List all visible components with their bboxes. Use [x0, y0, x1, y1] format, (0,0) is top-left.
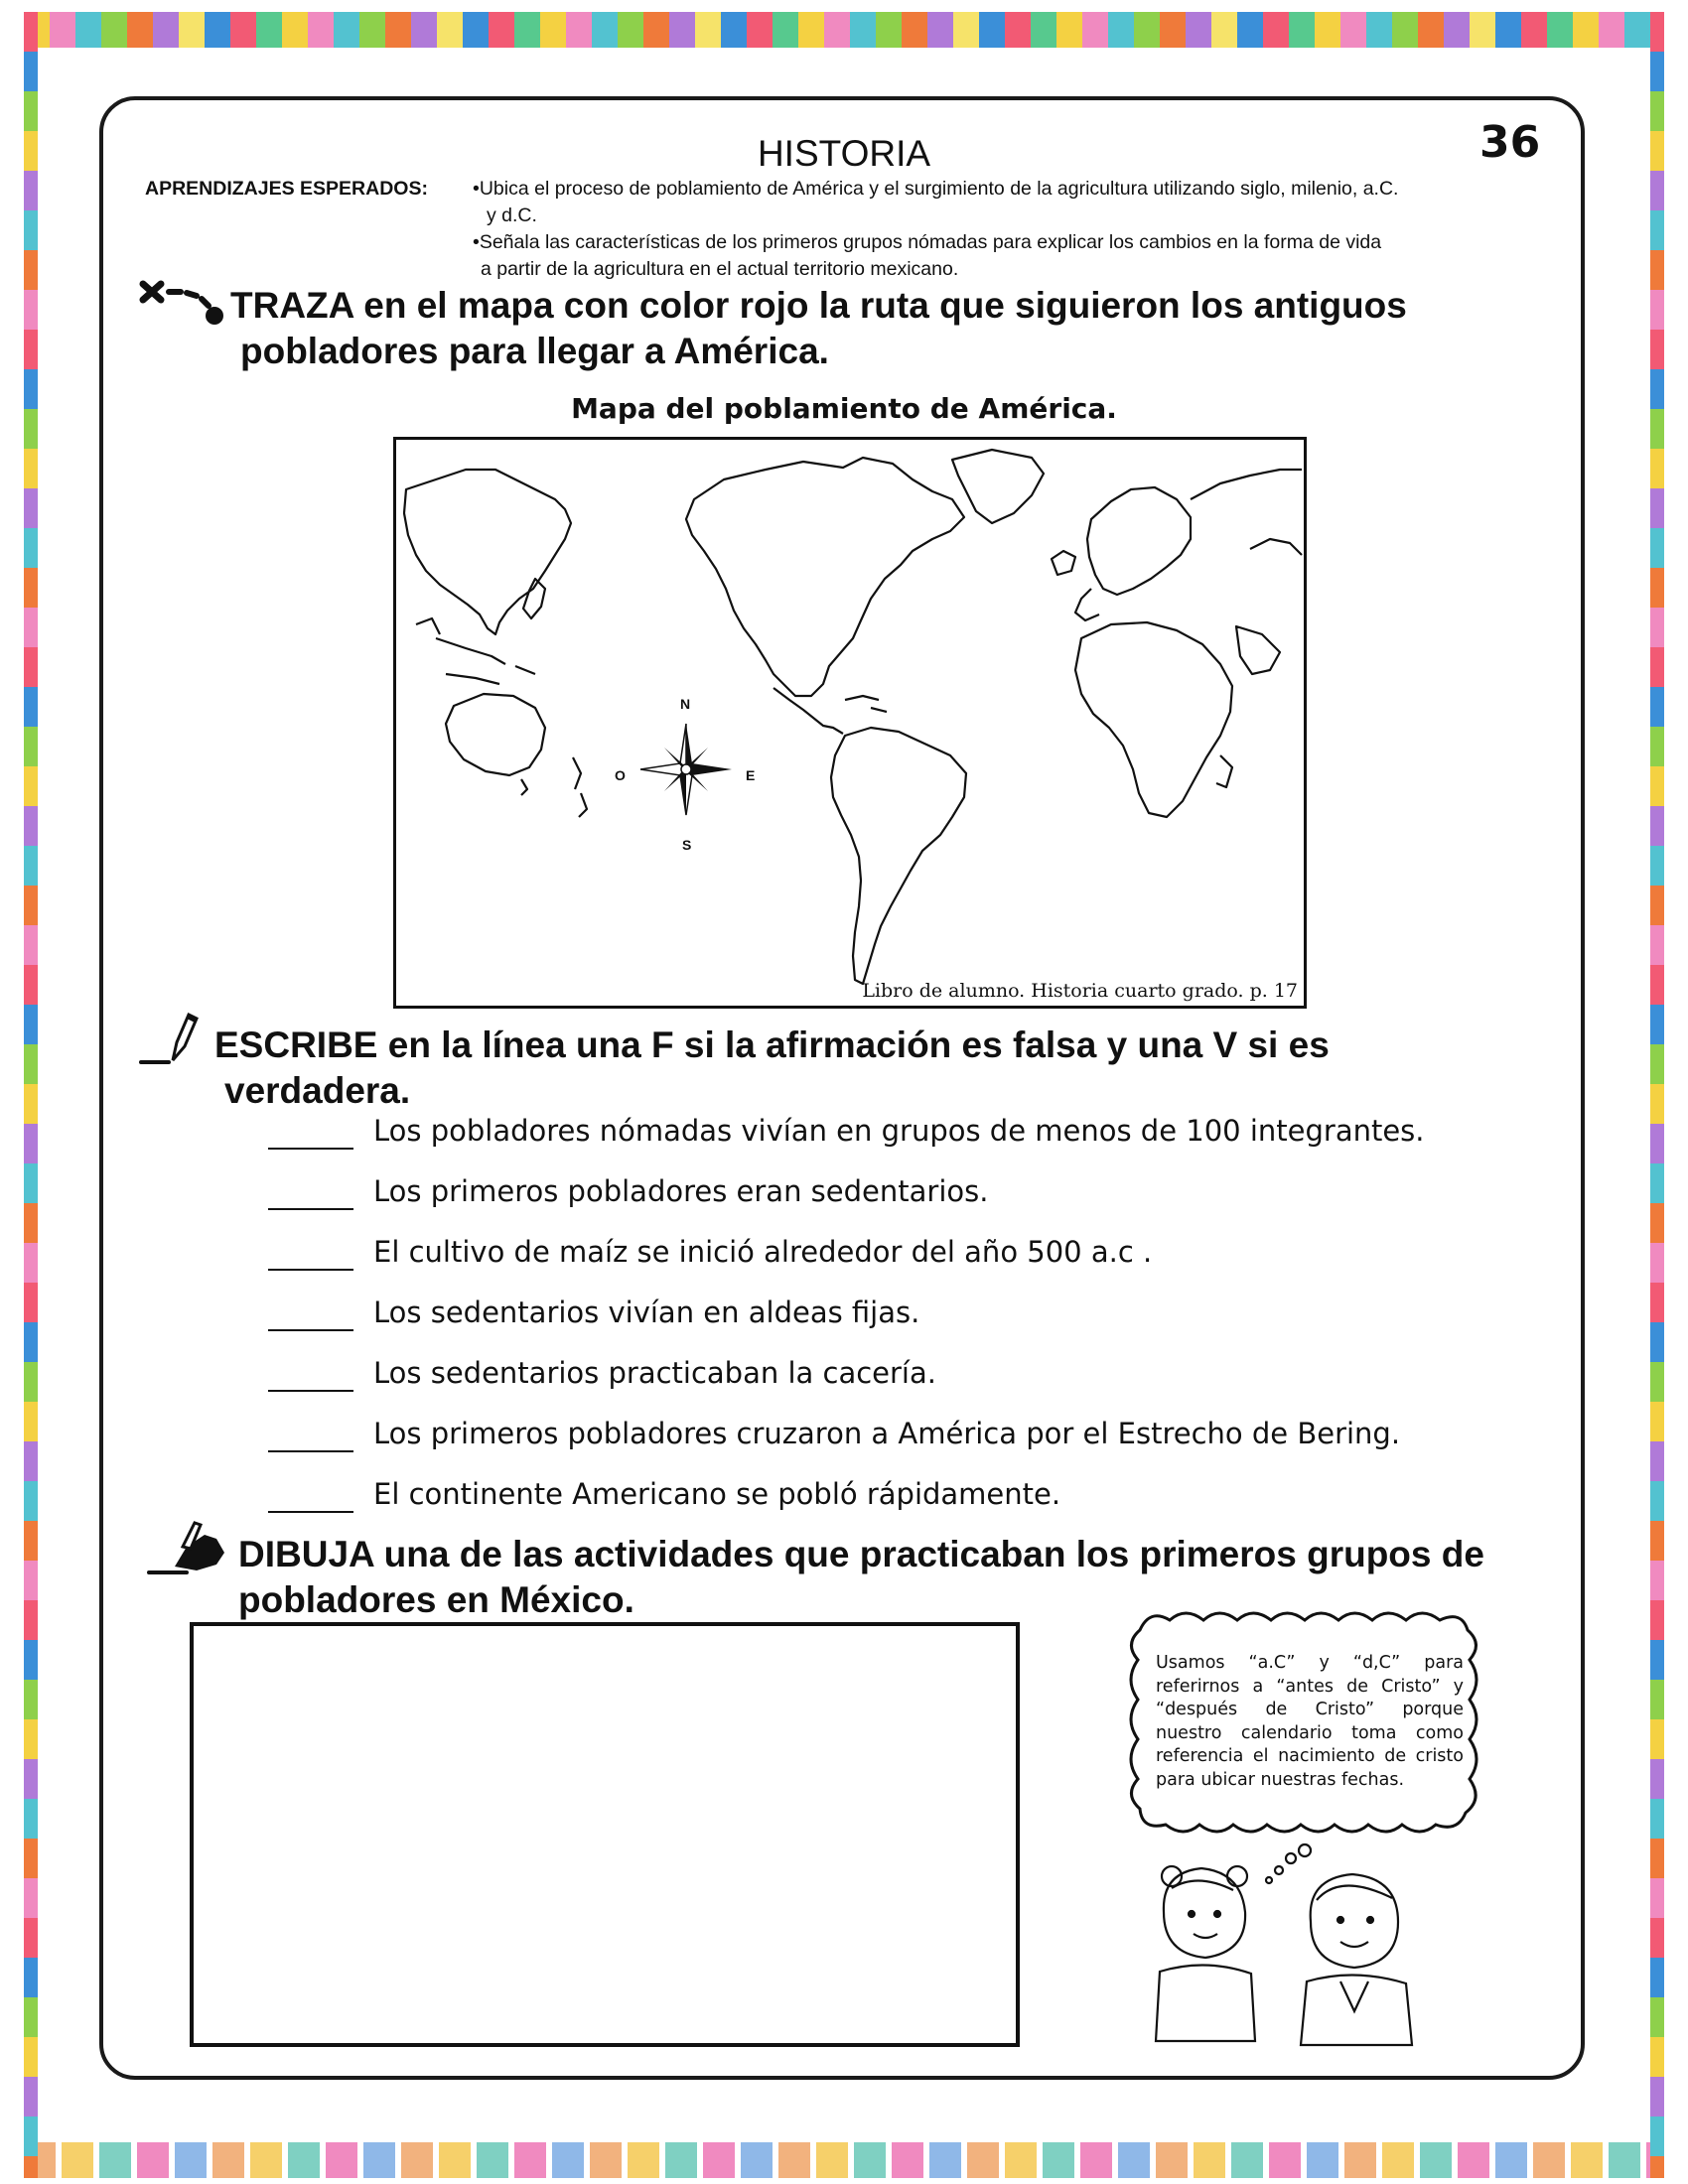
statement-text: Los sedentarios vivían en aldeas fijas.	[373, 1296, 920, 1329]
statement-text: Los pobladores nómadas vivían en grupos de menos de 100 integrantes.	[373, 1114, 1425, 1148]
learning-objectives-label: APRENDIZAJES ESPERADOS:	[145, 178, 428, 200]
trace-instruction-line1: TRAZA en el mapa con color rojo la ruta que siguieron los antiguos	[230, 285, 1407, 326]
page-title: HISTORIA	[757, 133, 931, 174]
page-number: 36	[1479, 117, 1541, 168]
answer-blank[interactable]	[268, 1329, 353, 1331]
answer-blank[interactable]	[268, 1208, 353, 1210]
world-map	[393, 437, 1307, 1009]
drawing-hand-icon	[147, 1517, 230, 1578]
pencil-icon	[139, 1009, 199, 1068]
answer-blank[interactable]	[268, 1148, 353, 1150]
statement-text: Los sedentarios practicaban la cacería.	[373, 1356, 936, 1390]
learning-objective-line: •Ubica el proceso de poblamiento de América y el surgimiento de la agricultura utilizando siglo, milenio, a.C.	[473, 178, 1399, 200]
write-instruction-line1: ESCRIBE en la línea una F si la afirmación es falsa y una V si es	[214, 1024, 1330, 1065]
compass-north-label: N	[680, 696, 691, 712]
compass-rose-icon	[627, 700, 746, 839]
trace-instruction	[230, 283, 1521, 374]
world-map-outline	[396, 440, 1304, 1006]
route-trace-icon	[139, 278, 228, 330]
answer-blank[interactable]	[268, 1390, 353, 1392]
learning-objective-line: a partir de la agricultura en el actual territorio mexicano.	[481, 258, 959, 280]
draw-instruction-line2: pobladores en México.	[238, 1579, 634, 1620]
children-illustration	[1142, 1843, 1430, 2061]
learning-objective-line: •Señala las características de los primeros grupos nómadas para explicar los cambios en la forma de vida	[473, 231, 1382, 253]
statement-item	[268, 1296, 1460, 1335]
learning-objective-line: y d.C.	[487, 205, 537, 226]
compass-east-label: E	[746, 767, 756, 783]
statement-item	[268, 1174, 1460, 1214]
draw-instruction-line1: DIBUJA una de las actividades que practicaban los primeros grupos de	[238, 1534, 1484, 1574]
trace-instruction-line2: pobladores para llegar a América.	[240, 331, 829, 371]
statement-item	[268, 1356, 1460, 1396]
statement-text: Los primeros pobladores cruzaron a América por el Estrecho de Bering.	[373, 1417, 1401, 1450]
answer-blank[interactable]	[268, 1450, 353, 1452]
map-source: Libro de alumno. Historia cuarto grado. p. 17	[862, 980, 1298, 1002]
decorative-border-bottom	[24, 2142, 1664, 2178]
statement-text: El cultivo de maíz se inició alrededor del año 500 a.c .	[373, 1235, 1153, 1269]
statement-item	[268, 1114, 1460, 1154]
compass-west-label: O	[615, 767, 626, 783]
map-caption: Mapa del poblamiento de América.	[571, 392, 1117, 425]
decorative-border-left	[24, 12, 38, 2178]
write-instruction	[214, 1023, 1505, 1114]
compass-south-label: S	[682, 837, 692, 853]
statement-item	[268, 1477, 1460, 1517]
drawing-area[interactable]	[190, 1622, 1020, 2047]
decorative-border-top	[24, 12, 1664, 48]
note-text: Usamos “a.C” y “d,C” para referirnos a “antes de Cristo” y “después de Cristo” porque nuestro calendario toma como referencia el nacimiento de cristo para ubicar nuestras fechas.	[1156, 1653, 1464, 1790]
statement-text: Los primeros pobladores eran sedentarios.	[373, 1174, 989, 1208]
answer-blank[interactable]	[268, 1269, 353, 1271]
decorative-border-right	[1650, 12, 1664, 2178]
write-instruction-line2: verdadera.	[224, 1070, 411, 1111]
answer-blank[interactable]	[268, 1511, 353, 1513]
statement-item	[268, 1417, 1460, 1456]
statement-item	[268, 1235, 1460, 1275]
statement-text: El continente Americano se pobló rápidamente.	[373, 1477, 1061, 1511]
